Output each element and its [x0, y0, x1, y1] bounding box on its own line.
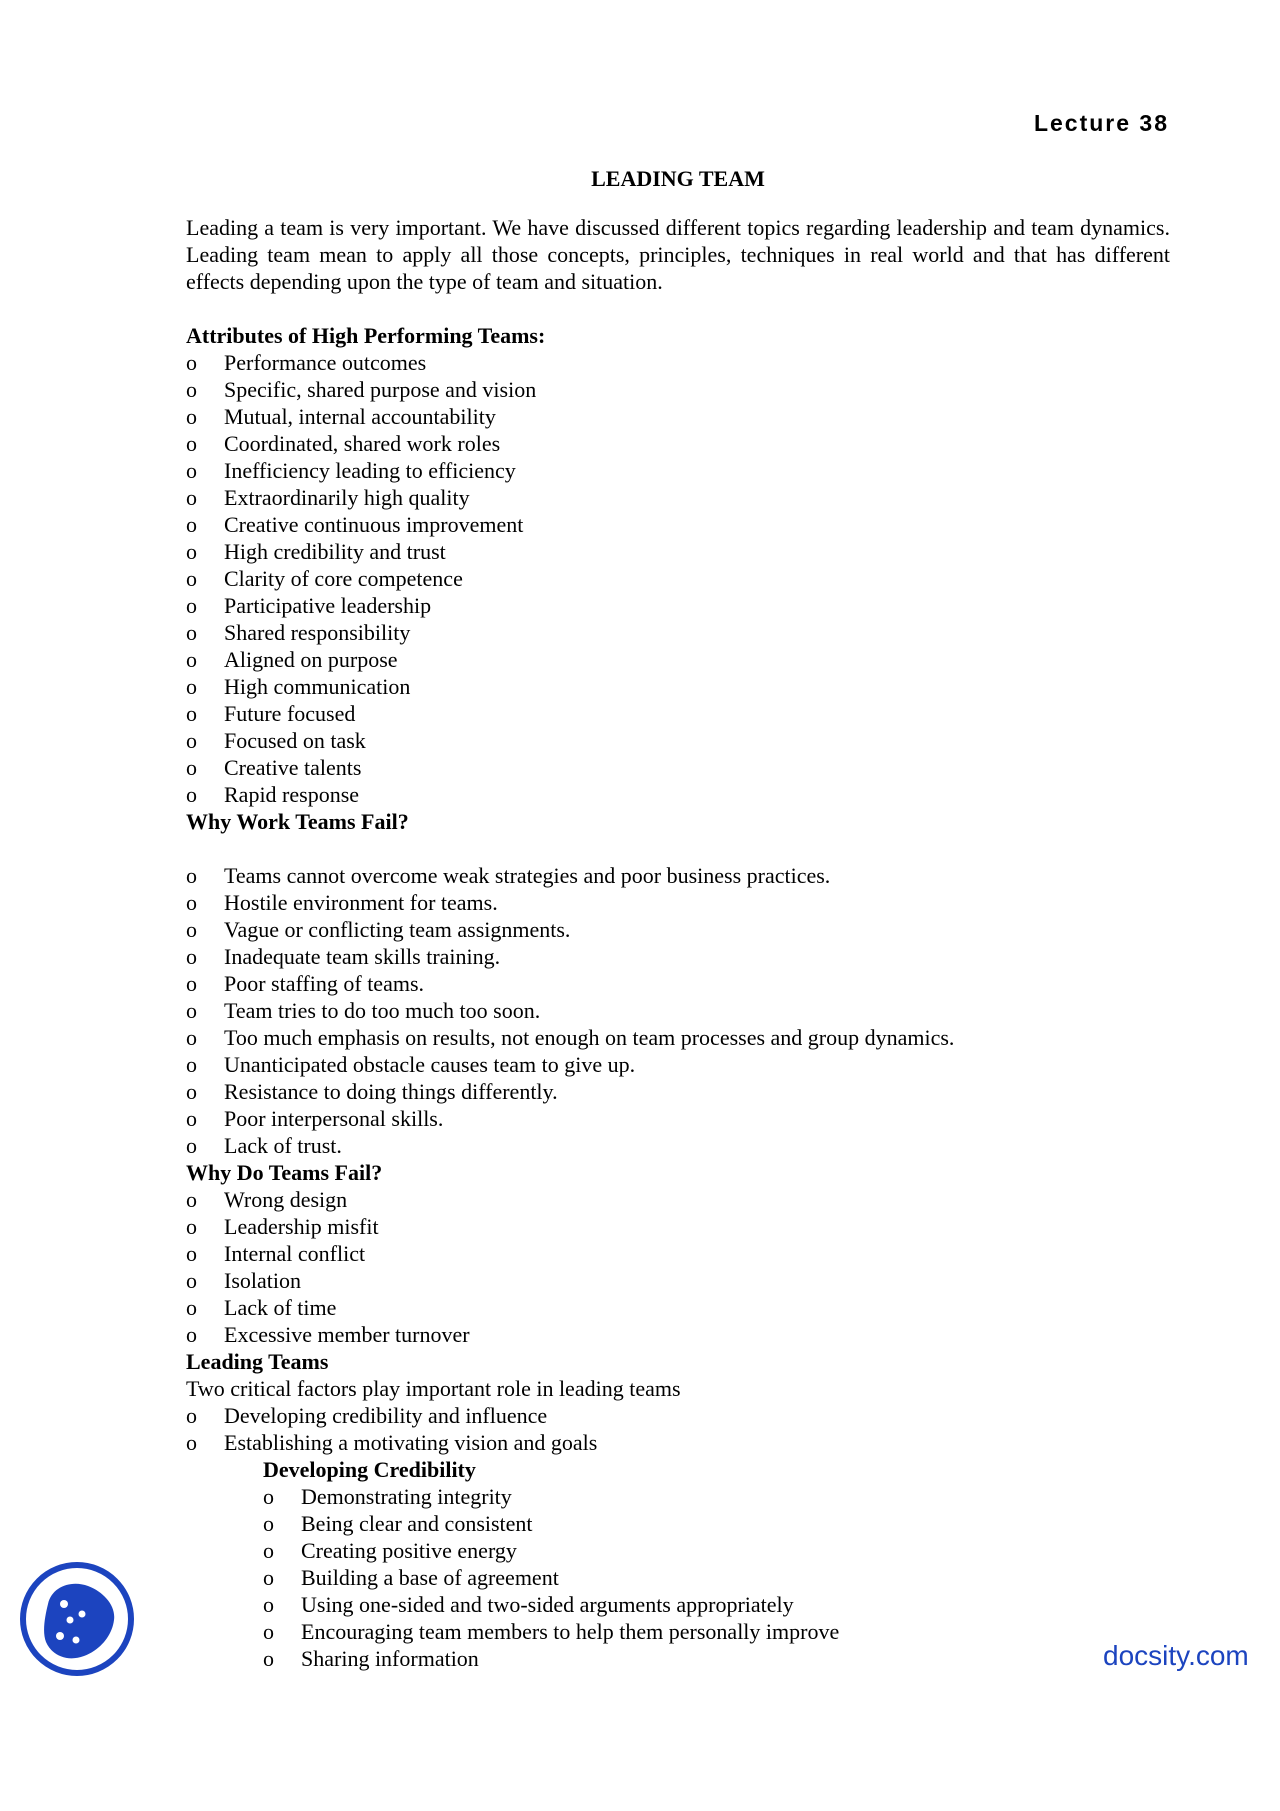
bullet-marker: o: [186, 620, 197, 645]
list-item: [186, 484, 1170, 511]
teams-fail-list: [186, 1186, 1170, 1348]
bullet-marker: o: [186, 431, 197, 456]
bullet-marker: o: [186, 728, 197, 753]
list-item-text: Unanticipated obstacle causes team to give up.: [224, 1052, 636, 1077]
list-item-text: Participative leadership: [224, 593, 432, 618]
document-body: [186, 165, 1170, 1672]
list-item: [186, 1267, 1170, 1294]
list-item: [186, 1294, 1170, 1321]
list-item-text: Rapid response: [224, 782, 360, 807]
list-item: [186, 592, 1170, 619]
list-item: [186, 943, 1170, 970]
bullet-marker: o: [186, 350, 197, 375]
list-item: [186, 1213, 1170, 1240]
bullet-marker: o: [186, 1241, 197, 1266]
list-item: [186, 403, 1170, 430]
bullet-marker: o: [186, 1403, 197, 1428]
list-item-text: Poor staffing of teams.: [224, 971, 425, 996]
list-item-text: Mutual, internal accountability: [224, 404, 496, 429]
bullet-marker: o: [186, 917, 197, 942]
list-item-text: Lack of trust.: [224, 1133, 342, 1158]
list-item-text: Creative talents: [224, 755, 362, 780]
bullet-marker: o: [186, 674, 197, 699]
list-item-text: Specific, shared purpose and vision: [224, 377, 537, 402]
list-item: [186, 1240, 1170, 1267]
bullet-marker: o: [186, 1430, 197, 1455]
list-item-text: Performance outcomes: [224, 350, 427, 375]
list-item: [186, 754, 1170, 781]
list-item: [186, 862, 1170, 889]
list-item-text: Demonstrating integrity: [301, 1484, 512, 1509]
list-item: [186, 349, 1170, 376]
bullet-marker: o: [263, 1538, 274, 1563]
list-item: [263, 1618, 1170, 1645]
list-item: [263, 1510, 1170, 1537]
bullet-marker: o: [263, 1565, 274, 1590]
list-item-text: Coordinated, shared work roles: [224, 431, 501, 456]
list-item-text: Hostile environment for teams.: [224, 890, 498, 915]
list-item: [186, 538, 1170, 565]
list-item: [186, 970, 1170, 997]
list-item: [186, 376, 1170, 403]
bullet-marker: o: [186, 1295, 197, 1320]
leading-teams-list: [186, 1402, 1170, 1456]
bullet-marker: o: [263, 1619, 274, 1644]
list-item: [186, 727, 1170, 754]
bullet-marker: o: [186, 1052, 197, 1077]
list-item: [186, 1105, 1170, 1132]
bullet-marker: o: [186, 566, 197, 591]
bullet-marker: o: [186, 1079, 197, 1104]
list-item-text: Excessive member turnover: [224, 1322, 470, 1347]
bullet-marker: o: [186, 755, 197, 780]
docsity-link[interactable]: docsity.com: [1103, 1640, 1249, 1671]
bullet-marker: o: [186, 404, 197, 429]
bullet-marker: o: [186, 377, 197, 402]
list-item-text: High communication: [224, 674, 411, 699]
list-item: [186, 565, 1170, 592]
list-item-text: Extraordinarily high quality: [224, 485, 470, 510]
list-item-text: Aligned on purpose: [224, 647, 398, 672]
bullet-marker: o: [186, 1025, 197, 1050]
list-item-text: Sharing information: [301, 1646, 479, 1671]
list-item-text: Lack of time: [224, 1295, 337, 1320]
list-item: [186, 889, 1170, 916]
list-item-text: Internal conflict: [224, 1241, 366, 1266]
list-item-text: Creating positive energy: [301, 1538, 517, 1563]
list-item-text: Creative continuous improvement: [224, 512, 524, 537]
list-item: [186, 997, 1170, 1024]
list-item: [186, 1402, 1170, 1429]
bullet-marker: o: [263, 1646, 274, 1671]
credibility-section: [263, 1456, 1170, 1672]
page-title: LEADING TEAM: [591, 166, 765, 191]
list-item: [186, 916, 1170, 943]
bullet-marker: o: [263, 1511, 274, 1536]
list-item: [263, 1591, 1170, 1618]
bullet-marker: o: [186, 701, 197, 726]
list-item-text: Wrong design: [224, 1187, 348, 1212]
credibility-list: [263, 1483, 1170, 1672]
list-item: [263, 1564, 1170, 1591]
list-item: [263, 1645, 1170, 1672]
bullet-marker: o: [186, 998, 197, 1023]
list-item-text: Building a base of agreement: [301, 1565, 559, 1590]
bullet-marker: o: [186, 944, 197, 969]
bullet-marker: o: [263, 1484, 274, 1509]
list-item-text: Being clear and consistent: [301, 1511, 533, 1536]
bullet-marker: o: [186, 890, 197, 915]
list-item-text: Future focused: [224, 701, 356, 726]
work-teams-fail-heading: Why Work Teams Fail?: [186, 809, 409, 834]
list-item: [186, 1321, 1170, 1348]
list-item-text: Poor interpersonal skills.: [224, 1106, 444, 1131]
bullet-marker: o: [186, 458, 197, 483]
teams-fail-heading: Why Do Teams Fail?: [186, 1160, 383, 1185]
bullet-marker: o: [186, 782, 197, 807]
list-item-text: Shared responsibility: [224, 620, 411, 645]
intro-paragraph: Leading a team is very important. We have discussed different topics regarding leadership and team dynamics. Leading team mean to apply all those concepts, principles, techniques in real world and that has different effects depending upon the type of team and situation.: [186, 215, 1170, 294]
list-item-text: Inadequate team skills training.: [224, 944, 501, 969]
spacer: [186, 835, 1170, 862]
work-teams-fail-list: [186, 862, 1170, 1159]
list-item: [186, 619, 1170, 646]
bullet-marker: o: [186, 971, 197, 996]
bullet-marker: o: [186, 647, 197, 672]
bullet-marker: o: [186, 1187, 197, 1212]
lecture-number: Lecture 38: [1033, 110, 1169, 136]
list-item-text: Too much emphasis on results, not enough on team processes and group dynamics.: [224, 1025, 955, 1050]
leading-teams-heading: Leading Teams: [186, 1349, 329, 1374]
bullet-marker: o: [186, 1106, 197, 1131]
list-item-text: Focused on task: [224, 728, 366, 753]
bullet-marker: o: [186, 1322, 197, 1347]
bullet-marker: o: [263, 1592, 274, 1617]
list-item-text: Team tries to do too much too soon.: [224, 998, 541, 1023]
list-item: [186, 1132, 1170, 1159]
list-item-text: Clarity of core competence: [224, 566, 463, 591]
list-item: [186, 1186, 1170, 1213]
list-item-text: Resistance to doing things differently.: [224, 1079, 558, 1104]
attributes-heading: Attributes of High Performing Teams:: [186, 323, 546, 348]
list-item: [186, 457, 1170, 484]
list-item-text: Inefficiency leading to efficiency: [224, 458, 516, 483]
leading-teams-text: Two critical factors play important role in leading teams: [186, 1376, 681, 1401]
list-item: [186, 646, 1170, 673]
list-item-text: Establishing a motivating vision and goals: [224, 1430, 598, 1455]
list-item: [186, 430, 1170, 457]
list-item-text: Vague or conflicting team assignments.: [224, 917, 571, 942]
docsity-logo-icon[interactable]: [18, 1560, 136, 1678]
list-item-text: Encouraging team members to help them personally improve: [301, 1619, 840, 1644]
list-item-text: Teams cannot overcome weak strategies and poor business practices.: [224, 863, 831, 888]
list-item: [186, 1429, 1170, 1456]
list-item-text: Developing credibility and influence: [224, 1403, 548, 1428]
list-item: [186, 673, 1170, 700]
list-item-text: Leadership misfit: [224, 1214, 379, 1239]
list-item: [186, 1024, 1170, 1051]
list-item-text: High credibility and trust: [224, 539, 446, 564]
list-item: [263, 1483, 1170, 1510]
list-item: [263, 1537, 1170, 1564]
credibility-heading: Developing Credibility: [263, 1457, 476, 1482]
bullet-marker: o: [186, 512, 197, 537]
bullet-marker: o: [186, 593, 197, 618]
bullet-marker: o: [186, 863, 197, 888]
list-item: [186, 511, 1170, 538]
bullet-marker: o: [186, 485, 197, 510]
list-item: [186, 1051, 1170, 1078]
list-item-text: Isolation: [224, 1268, 301, 1293]
bullet-marker: o: [186, 1268, 197, 1293]
attributes-list: [186, 349, 1170, 808]
list-item: [186, 781, 1170, 808]
list-item: [186, 1078, 1170, 1105]
bullet-marker: o: [186, 1214, 197, 1239]
list-item: [186, 700, 1170, 727]
list-item-text: Using one-sided and two-sided arguments appropriately: [301, 1592, 794, 1617]
bullet-marker: o: [186, 1133, 197, 1158]
bullet-marker: o: [186, 539, 197, 564]
